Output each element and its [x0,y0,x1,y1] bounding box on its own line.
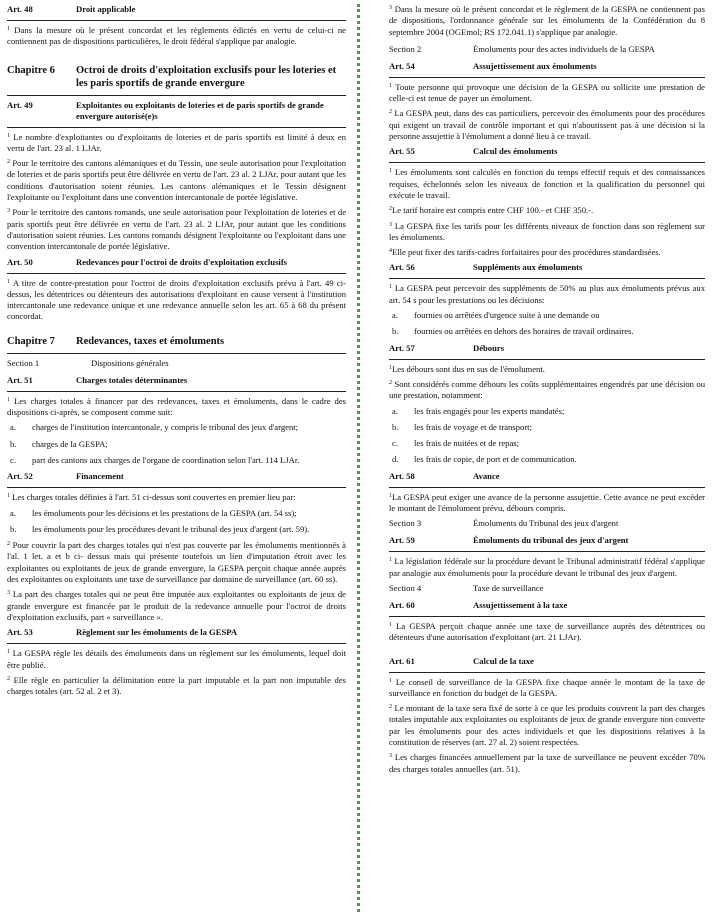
heading-rule [389,278,705,279]
heading-rule [389,551,705,552]
article-number: Art. 58 [389,470,415,481]
list-item: c. les frais de nuitées et de repas; [392,438,519,449]
list-item: a. fournies ou arrêtées d'urgence suite à une demande ou [392,310,600,321]
paragraph: $^1$ Les charges totales définies à l'art. 51 ci-dessus sont couvertes en premier lieu par: [7,492,296,503]
article-title: Émoluments du tribunal des jeux d'argent [473,535,629,546]
paragraph: $^3$ Pour le territoire des cantons romands, une seule autorisation pour l'exploitation de loteries et de paris sportifs peut être délivrée en vertu de l'art. 23 al. 2 LJAr, pour autant que les conditions d'autorisation soient réunies. Les cantons romands désignent l'exploitante ou l'exploitant dans une convention intercantonale de portée législative. [7,207,347,252]
article-number: Art. 60 [389,599,415,610]
paragraph: $^3$ La GESPA fixe les tarifs pour les différents niveaux de fonction dans son règlement sur les émoluments. [389,220,705,242]
paragraph: $^3$ Dans la mesure où le présent concordat et le règlement de la GESPA ne contiennent pas de dispositions, l'ordonnance générale sur les émoluments de la Confédération du 8 septembre 2004 (OGEmol; RS 172.041.1) s'applique par analogie. [389,4,705,37]
chapter-7-heading [7,335,346,348]
paragraph: $^1$ La GESPA peut percevoir des suppléments de 50% au plus aux émoluments prévus aux art. 54 s pour les prestations ou les décisions: [389,283,705,305]
article-52-heading [7,471,346,482]
list-item: c. part des cantons aux charges de l'organe de coordination selon l'art. 114 LJAr. [10,454,300,465]
article-number: Art. 53 [7,627,33,638]
article-57-heading [389,343,705,354]
section-number: Section 1 [7,357,40,368]
section-1-heading [7,358,346,369]
section-number: Section 4 [389,582,422,593]
paragraph: $^3$ Les charges financées annuellement par la taxe de surveillance ne peuvent excéder 70% des charges totales annuelles (art. 51). [389,752,705,774]
paragraph: $^1$ A titre de contre-prestation pour l'octroi de droits d'exploitation exclusifs prévu à l'art. 49 ci-dessus, les détentrices ou détenteurs des autorisations d'exploitant en cause versent à l'institution intercantonale une redevance unique et une redevance annuelle selon les art. 65 à 68 du présent concordat. [7,277,346,322]
section-title: Émoluments pour des actes individuels de la GESPA [473,43,655,54]
article-number: Art. 55 [389,146,415,157]
article-number: Art. 51 [7,374,33,385]
article-title: Redevances pour l'octroi de droits d'exploitation exclusifs [76,256,288,267]
article-54-heading [389,61,705,72]
list-item: a. les émoluments pour les décisions et les prestations de la GESPA (art. 54 ss); [10,507,297,518]
heading-rule [7,20,346,21]
article-number: Art. 52 [7,471,33,482]
heading-rule [7,643,346,644]
article-number: Art. 56 [389,262,415,273]
article-title: Règlement sur les émoluments de la GESPA [76,627,238,638]
heading-rule [389,616,705,617]
article-number: Art. 59 [389,535,415,546]
paragraph: $^1$La GESPA peut exiger une avance de la personne assujettie. Cette avance ne peut excéder le montant de l'émolument prévu, débours compris. [389,491,705,514]
heading-rule [389,162,705,163]
article-title: Calcul de la taxe [473,655,534,666]
article-53-heading [7,627,346,638]
article-number: Art. 50 [7,256,33,267]
paragraph: $^1$ Le conseil de surveillance de la GESPA fixe chaque année le montant de la taxe de surveillance en fonction du budget de la GESPA. [389,676,705,698]
paragraph: $^2$ Elle règle en particulier la délimitation entre la part imputable et la part non imputable des charges totales (art. 52 al. 2 et 3). [7,674,346,697]
article-title: Assujettissement aux émoluments [473,60,597,71]
paragraph: $^1$ Les émoluments sont calculés en fonction du temps effectif requis et des connaissances requises, échelonnés selon les niveaux de fonction et la qualification du personnel qui exécute le travail. [389,167,705,200]
chapter-title: Redevances, taxes et émoluments [76,335,225,347]
article-56-heading [389,262,705,273]
heading-rule [7,127,346,128]
heading-rule [389,487,705,488]
heading-rule [389,77,705,78]
article-title: Droit applicable [76,4,136,14]
paragraph: $^1$ Dans la mesure où le présent concordat et les règlements édictés en vertu de celui-ci ne contiennent pas de dispositions particulières, le droit fédéral s'applique par analogie. [7,25,346,47]
paragraph: $^3$ La part des charges totales qui ne peut être imputée aux exploitantes ou exploitants de jeux de grande envergure est financée par le produit de la redevance annuelle pour l'octroi de droits d'exploitation exclusifs, part « surveillance ». [7,589,346,622]
paragraph: $^1$ La GESPA perçoit chaque année une taxe de surveillance auprès des détentrices ou détenteurs d'une autorisation d'exploitant (art. 21 LJAr). [389,620,705,643]
article-title: Financement [76,471,124,482]
column-divider [357,4,360,912]
paragraph: $^2$ Le montant de la taxe sera fixé de sorte à ce que les produits couvrent la part des charges totales imputable aux exploitantes ou exploitants de jeux de grande envergure non couverte par les émoluments pour des actes individuels et que les dispositions relatives à la constitution de réserves (art. 27 al. 2) soient respectées. [389,703,705,747]
article-48-heading [7,4,346,15]
list-item: b. charges de la GESPA; [10,438,108,449]
article-55-heading [389,146,705,157]
article-title: Exploitantes ou exploitants de loteries et de paris sportifs de grande envergure autorisé(e)s [76,99,324,121]
paragraph: $^2$ Pour le territoire des cantons alémaniques et du Tessin, une seule autorisation pour l'exploitation de loteries et de paris sportifs peut être délivrée en vertu de l'art. 23 al. 2 LJAr, pour autant que les conditions d'autorisation soient réunies. Les cantons alémaniques et le Tessin désignent l'exploitante ou l'exploitant dans une convention intercantonale de portée législative. [7,158,347,203]
section-title: Dispositions générales [91,357,169,368]
article-number: Art. 54 [389,60,415,71]
paragraph: $^4$Elle peut fixer des tarifs-cadres forfaitaires pour des procédures standardisées. [389,247,661,258]
heading-rule [7,273,346,274]
article-61-heading [389,656,705,667]
section-4-heading [389,583,705,594]
paragraph: $^2$Le tarif horaire est compris entre CHF 100.- et CHF 350.-. [389,205,594,216]
article-title: Assujettissement à la taxe [473,599,568,610]
article-title: Suppléments aux émoluments [473,262,583,273]
article-number: Art. 61 [389,655,415,666]
chapter-6-heading [7,64,346,90]
article-title: Avance [473,470,500,481]
list-item: a. les frais engagés pour les experts mandatés; [392,405,565,416]
paragraph: $^1$ Le nombre d'exploitantes ou d'exploitants de loteries et de paris sportifs est limité à deux en vertu de l'art. 23 al. 1 LJAr. [7,131,346,153]
heading-rule [389,359,705,360]
article-60-heading [389,600,705,611]
chapter-number: Chapitre 7 [7,335,55,347]
article-50-heading [7,257,346,268]
article-title: Débours [473,342,505,353]
list-item: b. les émoluments pour les procédures devant le tribunal des jeux d'argent (art. 59). [10,523,310,534]
paragraph: $^1$ La législation fédérale sur la procédure devant le Tribunal administratif fédéral s'applique par analogie aux émoluments pour la procédure devant le tribunal des jeux d'argent. [389,556,705,578]
section-2-heading [389,44,705,55]
paragraph: $^2$ Pour couvrir la part des charges totales qui n'est pas couverte par les émoluments mentionnés à l'al. 1 let. a et b ci- dessus mais qui présente toutefois un lien d'imputation étroit avec les exploitantes ou exploitants de jeux de grande envergure, la GESPA perçoit chaque année auprès des exploitantes ou exploitants une taxe de surveillance par domaine de surveillance (art. 60 ss). [7,540,346,585]
section-3-heading [389,518,705,529]
list-item: a. charges de l'institution intercantonale, y compris le tribunal des jeux d'argent; [10,422,299,433]
section-number: Section 3 [389,518,422,529]
heading-rule [7,391,346,392]
article-49-heading [7,100,346,122]
heading-rule [7,487,346,488]
section-number: Section 2 [389,43,422,54]
list-item: b. fournies ou arrêtées en dehors des horaires de travail ordinaires. [392,326,634,337]
article-title: Charges totales déterminantes [76,374,188,385]
article-number: Art. 57 [389,342,415,353]
list-item: b. les frais de voyage et de transport; [392,421,532,432]
paragraph: $^2$ Sont considérés comme débours les coûts supplémentaires engendrés par une décision ou une prestation, notamment: [389,378,705,401]
article-title: Calcul des émoluments [473,146,558,157]
paragraph: $^1$ La GESPA règle les détails des émoluments dans un règlement sur les émoluments, lequel doit être publié. [7,648,346,670]
section-title: Émoluments du Tribunal des jeux d'argent [473,518,619,529]
article-59-heading [389,535,705,546]
right-column [389,0,705,779]
list-item: d. les frais de copie, de port et de communication. [392,454,577,465]
paragraph: $^1$ Toute personne qui provoque une décision de la GESPA ou sollicite une prestation de celle-ci est tenue de payer un émolument. [389,81,705,104]
heading-rule [389,672,705,673]
article-number: Art. 49 [7,99,33,110]
article-number: Art. 48 [7,4,33,14]
left-column [7,0,346,701]
article-51-heading [7,375,346,386]
heading-rule [7,353,346,354]
chapter-number: Chapitre 6 [7,64,55,76]
paragraph: $^2$ La GESPA peut, dans des cas particuliers, percevoir des émoluments pour des procédures qui exigent un travail de contrôle important et qui n'aboutissent pas à une décision si la personne assujettie à l'émolument a donné lieu à ce travail. [389,108,705,142]
paragraph: $^1$ Les charges totales à financer par des redevances, taxes et émoluments, dans le cadre des dispositions ci-après, se composent comme suit: [7,395,346,418]
section-title: Taxe de surveillance [473,582,544,593]
chapter-title: Octroi de droits d'exploitation exclusifs pour les loteries et les paris sportifs de grande envergure [76,64,337,89]
heading-rule [7,95,346,96]
article-58-heading [389,471,705,482]
paragraph: $^1$Les débours sont dus en sus de l'émolument. [389,363,545,374]
